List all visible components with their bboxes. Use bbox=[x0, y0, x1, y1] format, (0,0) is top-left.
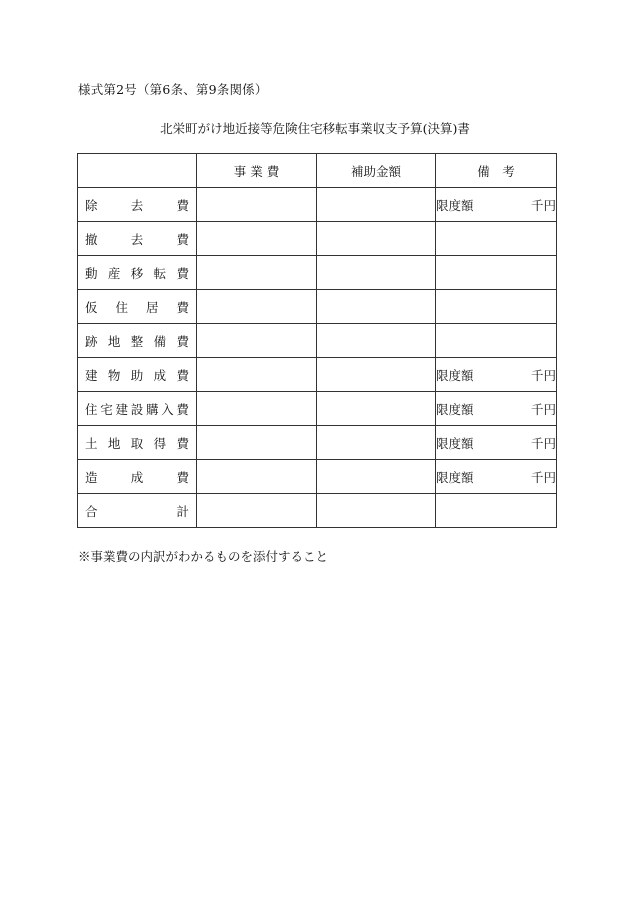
row-label-char: 費 bbox=[176, 299, 189, 315]
row-label-char: 産 bbox=[107, 265, 121, 281]
remarks-cell[interactable] bbox=[436, 426, 557, 460]
row-label-char: 跡 bbox=[85, 333, 98, 349]
form-number: 様式第2号（第6条、第9条関係） bbox=[78, 82, 268, 97]
row-label-char: 費 bbox=[176, 197, 189, 213]
row-label bbox=[78, 222, 197, 256]
row-label-char: 物 bbox=[107, 367, 121, 383]
row-label-char: 建 bbox=[115, 401, 128, 417]
table-row bbox=[78, 188, 557, 222]
row-label-char: 費 bbox=[176, 333, 189, 349]
remarks-cell[interactable] bbox=[436, 290, 557, 324]
subsidy-amount-cell[interactable] bbox=[317, 188, 436, 222]
table-row bbox=[78, 460, 557, 494]
row-label-char: 土 bbox=[85, 435, 98, 451]
subsidy-amount-cell[interactable] bbox=[317, 290, 436, 324]
row-label-char: 得 bbox=[153, 435, 167, 451]
subsidy-amount-cell[interactable] bbox=[317, 324, 436, 358]
budget-table bbox=[77, 153, 557, 528]
document-title: 北栄町がけ地近接等危険住宅移転事業収支予算(決算)書 bbox=[160, 121, 470, 136]
row-label-char: 仮 bbox=[85, 299, 98, 315]
row-label-char: 住 bbox=[115, 299, 128, 315]
header-subsidy-amount: 補助金額 bbox=[317, 154, 436, 188]
row-label-char: 宅 bbox=[100, 401, 113, 417]
project-cost-cell[interactable] bbox=[197, 188, 317, 222]
row-label-char: 造 bbox=[85, 469, 98, 485]
row-label-char: 設 bbox=[130, 401, 144, 417]
remarks-cell[interactable] bbox=[436, 324, 557, 358]
row-label-char: 地 bbox=[107, 435, 121, 451]
row-label-char: 購 bbox=[145, 401, 159, 417]
project-cost-cell[interactable] bbox=[197, 358, 317, 392]
project-cost-cell[interactable] bbox=[197, 324, 317, 358]
remarks-cell[interactable] bbox=[436, 256, 557, 290]
row-label-char: 動 bbox=[85, 265, 98, 281]
remarks-cell[interactable] bbox=[436, 460, 557, 494]
table-body bbox=[78, 188, 557, 528]
row-label-char: 建 bbox=[85, 367, 98, 383]
remarks-cell[interactable] bbox=[436, 222, 557, 256]
table-header-row bbox=[78, 154, 557, 188]
row-label-char: 計 bbox=[176, 503, 189, 519]
row-label-char: 費 bbox=[176, 401, 189, 417]
limit-amount-label: 限度額 bbox=[436, 197, 474, 213]
row-label-char: 移 bbox=[130, 265, 144, 281]
project-cost-cell[interactable] bbox=[197, 290, 317, 324]
row-label-char: 去 bbox=[130, 197, 144, 213]
row-label bbox=[78, 358, 197, 392]
limit-amount-label: 限度額 bbox=[436, 469, 474, 485]
remarks-cell[interactable] bbox=[436, 392, 557, 426]
subsidy-amount-cell[interactable] bbox=[317, 494, 436, 528]
subsidy-amount-cell[interactable] bbox=[317, 460, 436, 494]
subsidy-amount-cell[interactable] bbox=[317, 358, 436, 392]
remarks-cell[interactable] bbox=[436, 494, 557, 528]
row-label-char: 助 bbox=[130, 367, 144, 383]
table-row bbox=[78, 256, 557, 290]
project-cost-cell[interactable] bbox=[197, 460, 317, 494]
table-row bbox=[78, 290, 557, 324]
row-label-char: 居 bbox=[145, 299, 159, 315]
unit-label: 千円 bbox=[530, 435, 556, 451]
row-label-char: 住 bbox=[85, 401, 98, 417]
row-label-char: 合 bbox=[85, 503, 98, 519]
unit-label: 千円 bbox=[530, 197, 556, 213]
row-label bbox=[78, 426, 197, 460]
row-label-char: 地 bbox=[107, 333, 121, 349]
unit-label: 千円 bbox=[530, 401, 556, 417]
header-project-cost: 事 業 費 bbox=[197, 154, 317, 188]
row-label-char: 撤 bbox=[85, 231, 98, 247]
table-row bbox=[78, 324, 557, 358]
header-item-column bbox=[78, 154, 197, 188]
unit-label: 千円 bbox=[530, 367, 556, 383]
header-remarks: 備 考 bbox=[436, 154, 557, 188]
table-row bbox=[78, 494, 557, 528]
row-label bbox=[78, 256, 197, 290]
row-label-char: 去 bbox=[130, 231, 144, 247]
row-label-char: 費 bbox=[176, 367, 189, 383]
limit-amount-label: 限度額 bbox=[436, 367, 474, 383]
table-row bbox=[78, 358, 557, 392]
row-label-char: 転 bbox=[153, 265, 167, 281]
row-label bbox=[78, 460, 197, 494]
row-label-char: 費 bbox=[176, 469, 189, 485]
unit-label: 千円 bbox=[530, 469, 556, 485]
project-cost-cell[interactable] bbox=[197, 392, 317, 426]
row-label-char: 費 bbox=[176, 265, 189, 281]
project-cost-cell[interactable] bbox=[197, 256, 317, 290]
row-label-char: 入 bbox=[161, 401, 174, 417]
subsidy-amount-cell[interactable] bbox=[317, 392, 436, 426]
row-label-char: 費 bbox=[176, 435, 189, 451]
subsidy-amount-cell[interactable] bbox=[317, 222, 436, 256]
project-cost-cell[interactable] bbox=[197, 426, 317, 460]
row-label-char: 整 bbox=[130, 333, 144, 349]
row-label bbox=[78, 392, 197, 426]
row-label bbox=[78, 494, 197, 528]
limit-amount-label: 限度額 bbox=[436, 435, 474, 451]
project-cost-cell[interactable] bbox=[197, 222, 317, 256]
footnote: ※事業費の内訳がわかるものを添付すること bbox=[78, 549, 329, 564]
subsidy-amount-cell[interactable] bbox=[317, 256, 436, 290]
project-cost-cell[interactable] bbox=[197, 494, 317, 528]
row-label-char: 取 bbox=[130, 435, 144, 451]
row-label-char: 除 bbox=[85, 197, 98, 213]
row-label-char: 備 bbox=[153, 333, 167, 349]
table-row bbox=[78, 426, 557, 460]
row-label bbox=[78, 188, 197, 222]
row-label-char: 成 bbox=[130, 469, 144, 485]
table-row bbox=[78, 392, 557, 426]
table-row bbox=[78, 222, 557, 256]
row-label-char: 成 bbox=[153, 367, 167, 383]
remarks-cell[interactable] bbox=[436, 358, 557, 392]
limit-amount-label: 限度額 bbox=[436, 401, 474, 417]
remarks-cell[interactable] bbox=[436, 188, 557, 222]
row-label bbox=[78, 324, 197, 358]
row-label-char: 費 bbox=[176, 231, 189, 247]
subsidy-amount-cell[interactable] bbox=[317, 426, 436, 460]
row-label bbox=[78, 290, 197, 324]
